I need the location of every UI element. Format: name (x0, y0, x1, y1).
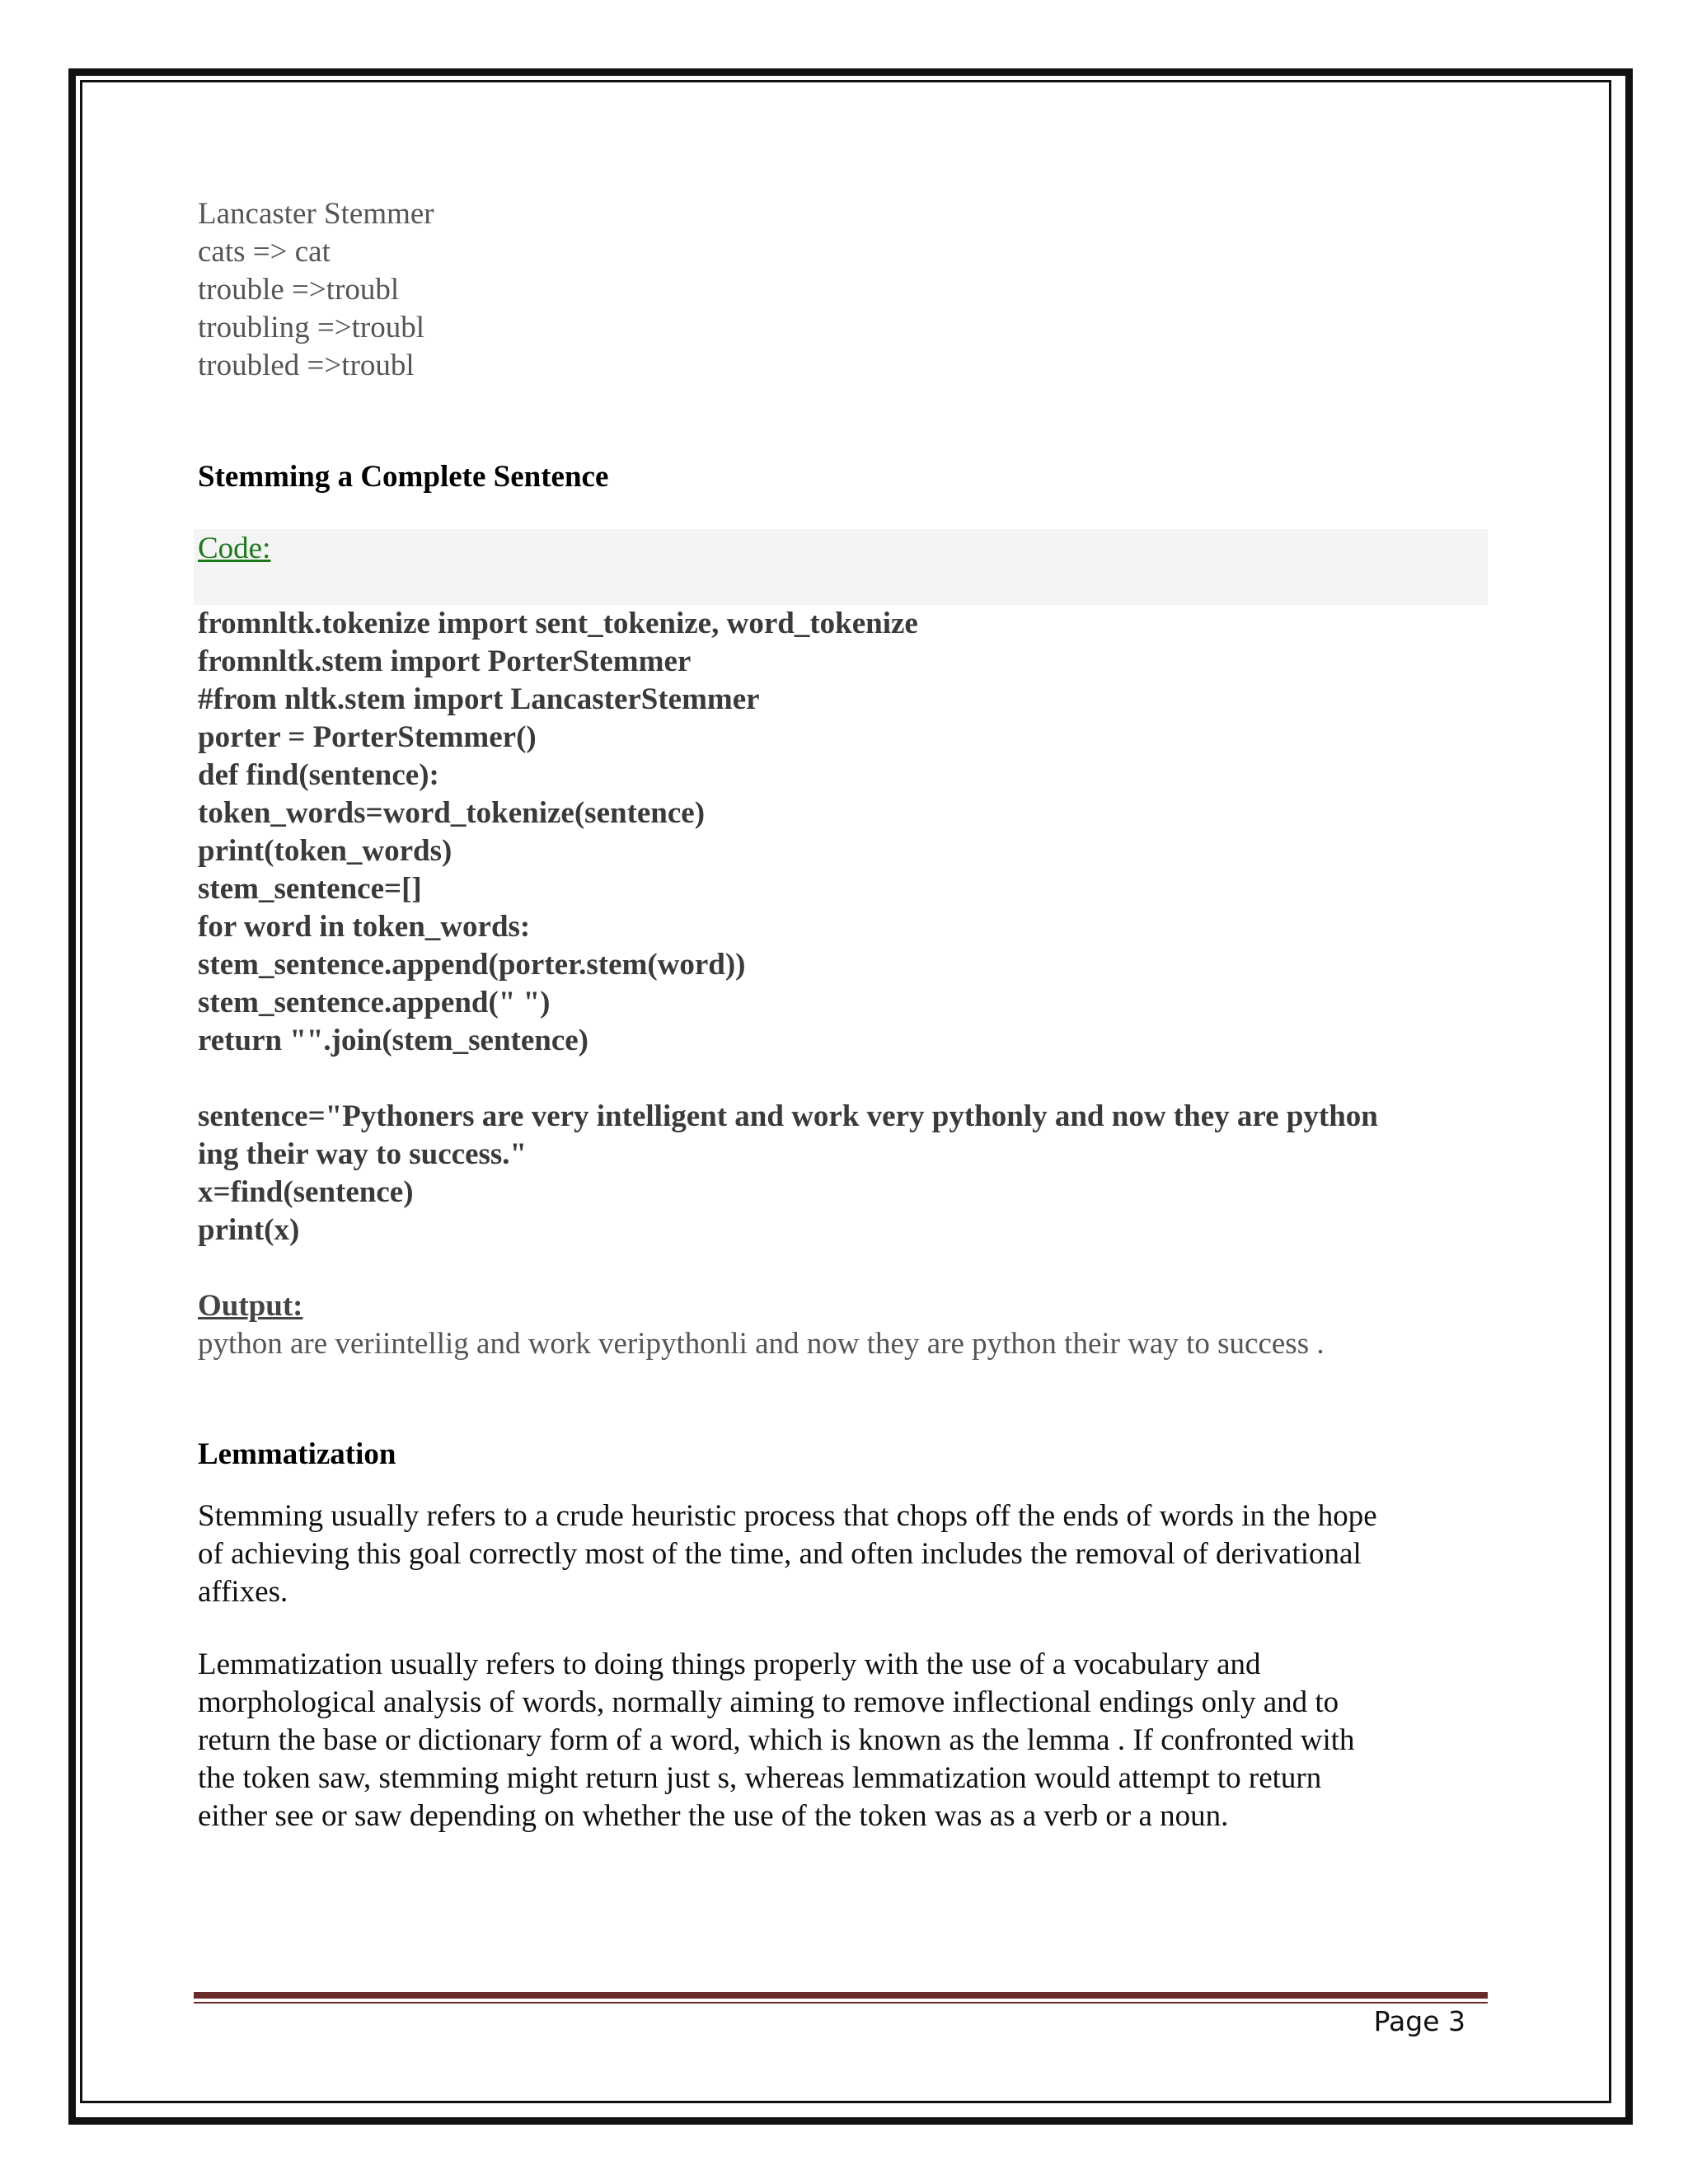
code-line: stem_sentence.append(porter.stem(word)) (198, 948, 746, 982)
code-line: x=find(sentence) (198, 1175, 414, 1209)
section-heading-lemmatization: Lemmatization (198, 1437, 396, 1471)
paragraph-line: Stemming usually refers to a crude heuristic process that chops off the ends of words in the hope (198, 1499, 1377, 1533)
code-line: sentence="Pythoners are very intelligent and work very pythonly and now they are python (198, 1099, 1378, 1133)
footer-rule (194, 1992, 1488, 1999)
code-line: fromnltk.stem import PorterStemmer (198, 644, 692, 678)
paragraph-line: return the base or dictionary form of a word, which is known as the lemma . If confronted with (198, 1723, 1355, 1757)
code-line: token_words=word_tokenize(sentence) (198, 796, 706, 830)
code-line: for word in token_words: (198, 910, 531, 944)
code-line: #from nltk.stem import LancasterStemmer (198, 682, 760, 716)
paragraph-line: morphological analysis of words, normally aiming to remove inflectional endings only and to (198, 1685, 1339, 1719)
section-heading-stemming: Stemming a Complete Sentence (198, 460, 609, 494)
page-number: Page 3 (1373, 2005, 1465, 2037)
paragraph-line: the token saw, stemming might return just s, whereas lemmatization would attempt to return (198, 1761, 1322, 1795)
stemmer-title: Lancaster Stemmer (198, 197, 434, 231)
code-line: fromnltk.tokenize import sent_tokenize, word_tokenize (198, 607, 918, 640)
stemmer-line: cats => cat (198, 235, 331, 269)
code-line: stem_sentence.append(" ") (198, 986, 551, 1019)
output-text: python are veriintellig and work veripythonli and now they are python their way to success . (198, 1327, 1325, 1361)
code-line: def find(sentence): (198, 758, 439, 792)
code-label-background (194, 529, 1488, 605)
paragraph-line: affixes. (198, 1575, 288, 1609)
code-line: stem_sentence=[] (198, 872, 422, 906)
code-line: print(token_words) (198, 834, 452, 868)
code-line: porter = PorterStemmer() (198, 720, 537, 754)
stemmer-line: troubled =>troubl (198, 349, 415, 382)
paragraph-line: of achieving this goal correctly most of the time, and often includes the removal of derivational (198, 1537, 1362, 1571)
code-line: return "".join(stem_sentence) (198, 1024, 589, 1057)
footer-rule-thin (194, 2002, 1488, 2004)
stemmer-line: trouble =>troubl (198, 273, 400, 307)
code-line: print(x) (198, 1213, 300, 1247)
code-label: Code: (198, 532, 271, 565)
paragraph-line: Lemmatization usually refers to doing things properly with the use of a vocabulary and (198, 1647, 1261, 1681)
stemmer-line: troubling =>troubl (198, 311, 425, 344)
paragraph-line: either see or saw depending on whether the use of the token was as a verb or a noun. (198, 1799, 1229, 1833)
code-line: ing their way to success." (198, 1137, 528, 1171)
output-label: Output: (198, 1289, 303, 1323)
